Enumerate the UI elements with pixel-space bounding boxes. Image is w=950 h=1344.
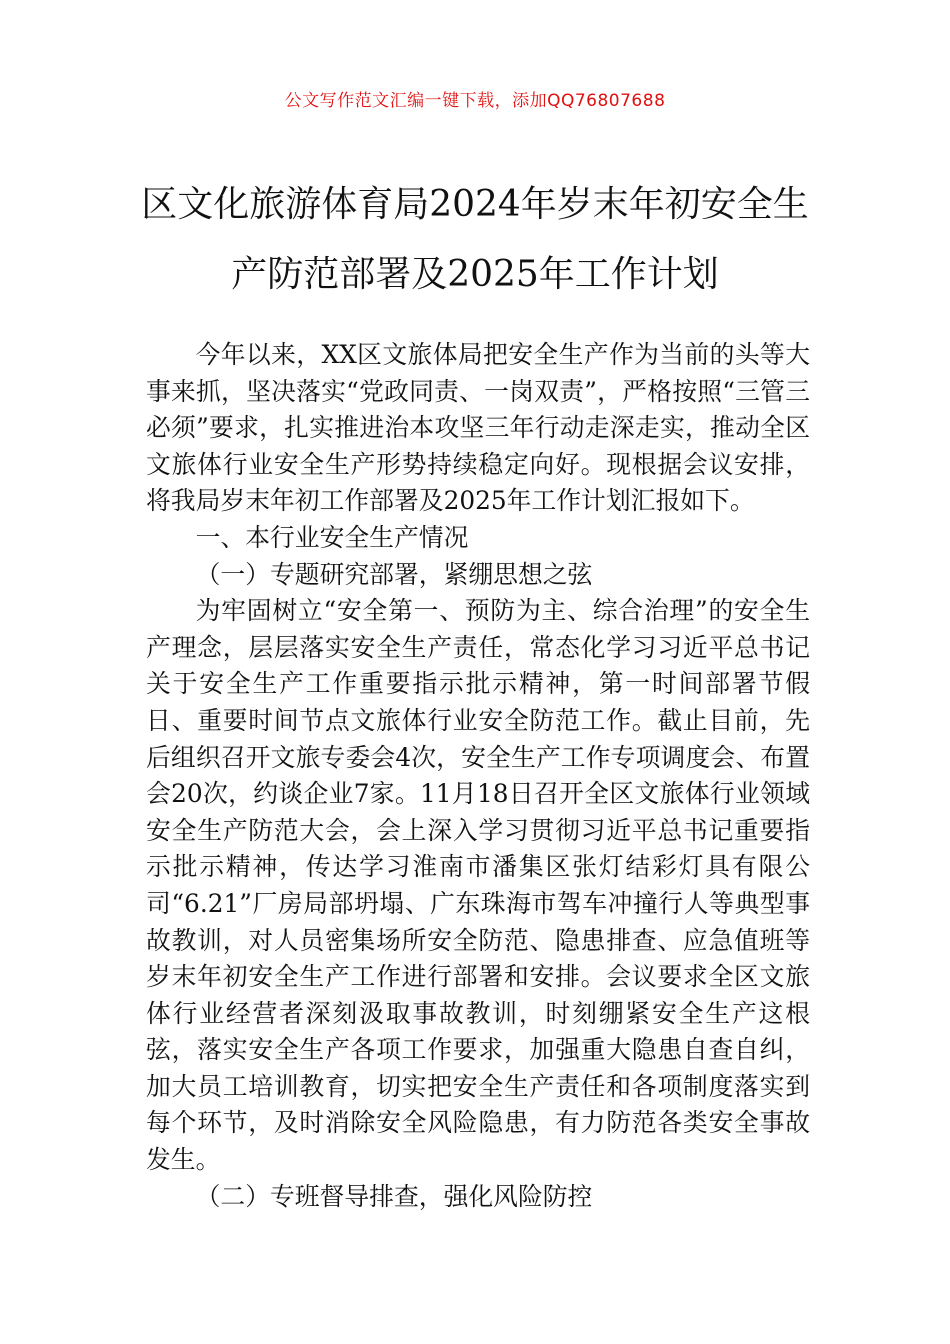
- subsection-heading-1: （一）专题研究部署，紧绷思想之弦: [195, 559, 593, 589]
- title-line-2: 产防范部署及2025年工作计划: [231, 254, 719, 295]
- document-title: [120, 170, 830, 310]
- subsection-1-paragraph: 为牢固树立“安全第一、预防为主、综合治理”的安全生产理念，层层落实安全生产责任，常态化学习习近平总书记关于安全生产工作重要指示批示精神，第一时间部署节假日、重要时间节点文旅体行业安全防范工作。截止目前，先后组织召开文旅专委会4次，安全生产工作专项调度会、布置会20次，约谈企业7家。11月18日召开全区文旅体行业领域安全生产防范大会，会上深入学习贯彻习近平总书记重要指示批示精神，传达学习淮南市潘集区张灯结彩灯具有限公司“6.21”厂房局部坍塌、广东珠海市驾车冲撞行人等典型事故教训，对人员密集场所安全防范、隐患排查、应急值班等岁末年初安全生产工作进行部署和安排。会议要求全区文旅体行业经营者深刻汲取事故教训，时刻绷紧安全生产这根弦，落实安全生产各项工作要求，加强重大隐患自查自纠，加大员工培训教育，切实把安全生产责任和各项制度落实到每个环节，及时消除安全风险隐患，有力防范各类安全事故发生。: [146, 596, 810, 1175]
- intro-paragraph: 今年以来，XX区文旅体局把安全生产作为当前的头等大事来抓，坚决落实“党政同责、一岗双责”，严格按照“三管三必须”要求，扎实推进治本攻坚三年行动走深走实，推动全区文旅体行业安全生产形势持续稳定向好。现根据会议安排，将我局岁末年初工作部署及2025年工作计划汇报如下。: [146, 340, 810, 516]
- download-banner: 公文写作范文汇编一键下载，添加QQ76807688: [284, 91, 666, 111]
- title-line-1: 区文化旅游体育局2024年岁末年初安全生: [141, 184, 809, 225]
- section-heading-1: 一、本行业安全生产情况: [195, 522, 469, 552]
- subsection-heading-2: （二）专班督导排查，强化风险防控: [195, 1181, 593, 1211]
- document-body: [146, 337, 810, 1215]
